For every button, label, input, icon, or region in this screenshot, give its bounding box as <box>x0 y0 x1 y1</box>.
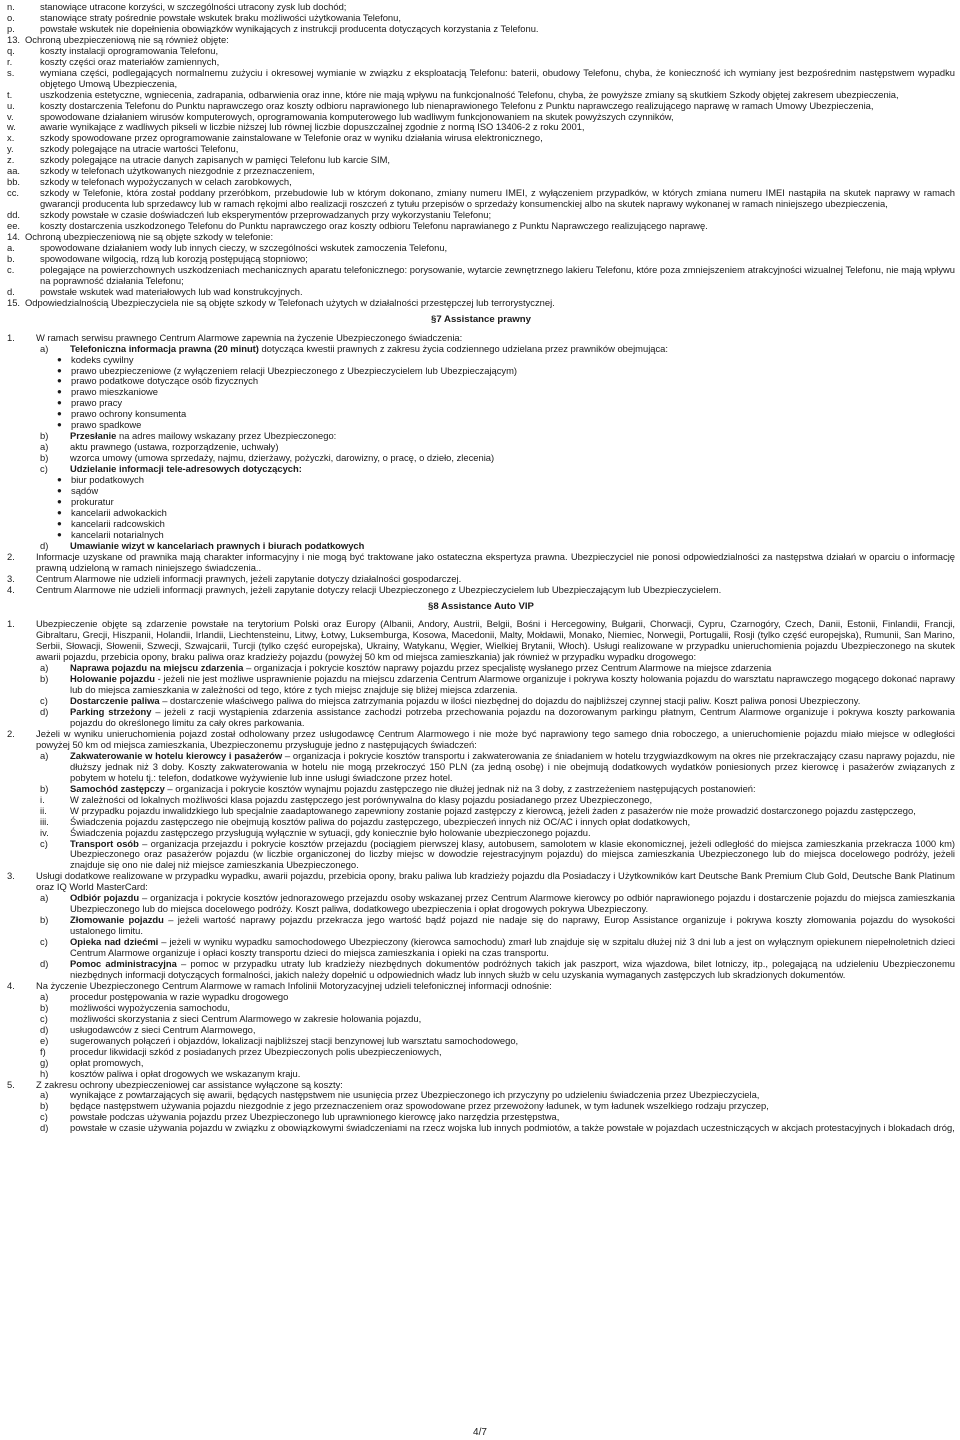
bullet-text: kancelarii notarialnych <box>71 528 164 540</box>
item-text: – pomoc w przypadku utraty lub kradzieży niezbędnych dokumentów podróżnych takich jak paszport, wiza wjazdowa, bilet lotniczy, itp., polegającą na udzieleniu Ubezpieczonemu niezbędnych informacji dotyczących formalności, jakich należy dopełnić u odpowiednich władz lub innych służb w celu uzyskania wymaganych zastępczych lub skradzionych dokumentów. <box>70 958 955 980</box>
item-text: W zależności od lokalnych możliwości klasa pojazdu zastępczego jest porównywalna do klasy pojazdu posiadanego przez Ubezpieczonego, <box>70 793 653 805</box>
item-marker: d) <box>40 1122 49 1134</box>
page-number: 4/7 <box>473 1427 487 1438</box>
item-text: szkody polegające na utracie danych zapisanych w pamięci Telefonu lub karcie SIM, <box>40 154 391 166</box>
item-text: – organizacja i pokrycie kosztów naprawy pojazdu przez specjalistę wysłanego przez Centrum Alarmowe na miejsce zdarzenia <box>243 662 772 674</box>
item-bold-lead: Złomowanie pojazdu <box>70 914 164 926</box>
bullet-dot-icon: ● <box>57 529 62 539</box>
item-text: powstałe podczas używania pojazdu przez Ubezpieczonego lub uprawnionego kierowcę jako narzędzia przestępstwa, <box>70 1111 560 1123</box>
item-marker: a) <box>40 662 49 674</box>
item-marker: ii. <box>40 804 47 816</box>
bullet-dot-icon: ● <box>57 475 62 485</box>
item-marker: b) <box>40 673 49 685</box>
item-text: polegające na powierzchownych uszkodzeniach mechanicznych aparatu telefonicznego: porysowanie, wytarcie zewnętrznego lakieru Telefonu, które poza zmniejszeniem atrakcyjności wizualnej Telefonu, nie mają wpływu na poprawność działania Telefonu; <box>40 263 955 286</box>
item-text: - jeżeli nie jest możliwe usprawnienie pojazdu na miejscu zdarzenia Centrum Alarmowe organizuje i pokrywa koszty holowania pojazdu do warsztatu naprawczego mogącego dokonać naprawy lub do miejsca zamieszkania w zależności od tego, które z tych miejsc znajduje się bliżej miejsca zdarzenia. <box>70 673 955 696</box>
bullet-dot-icon: ● <box>57 376 62 386</box>
sub-item <box>7 1123 955 1134</box>
item-marker: 2. <box>7 550 15 562</box>
item-marker: a) <box>40 342 49 354</box>
item-text: – jeżeli z racji wystąpienia zdarzenia assistance zachodzi potrzeba przechowania pojazdu na dozorowanym parkingu płatnym, Centrum Alarmowe organizuje i pokrywa koszty parkowania pojazdu do określonego limitu za cały okres parkowania. <box>70 706 956 729</box>
item-marker: 4. <box>7 583 15 595</box>
item-marker: 3. <box>7 572 15 584</box>
item-text: szkody w Telefonie, która został poddany przeróbkom, przebudowie lub w którym dokonano, zmiany numeru IMEI, z wyłączeniem przypadków, w których zmiana numeru IMEI nastąpiła na skutek naprawy w ramach gwarancji producenta lub sprzedawcy lub w ramach rękojmi albo realizacji roszczeń z tytułu przepisów o sprzedaży konsumenckiej albo na skutek naprawy wykonanej w ramach niniejszego ubezpieczenia, <box>40 187 955 210</box>
bullet-dot-icon: ● <box>57 409 62 419</box>
item-bold-lead: Dostarczenie paliwa <box>70 695 160 707</box>
item-text: powstałe wskutek nie dopełnienia obowiązków wynikających z instrukcji producenta dotyczących korzystania z Telefonu. <box>40 22 539 34</box>
item-marker: d. <box>7 285 15 297</box>
sub-item <box>7 915 955 937</box>
item-marker: 1. <box>7 618 15 630</box>
item-marker: 5. <box>7 1078 15 1090</box>
item-marker: g) <box>40 1056 49 1068</box>
sub-item <box>7 344 955 355</box>
item-marker: v. <box>7 110 14 122</box>
bullet-text: prokuratur <box>71 495 114 507</box>
item-text: szkody spowodowane przez oprogramowanie zainstalowane w Telefonie oraz w wyniku działania wirusa elektronicznego, <box>40 132 543 144</box>
item-marker: 13. <box>7 33 21 45</box>
item-marker: n. <box>7 1 15 12</box>
item-text: Z zakresu ochrony ubezpieczeniowej car assistance wyłączone są koszty: <box>36 1078 343 1090</box>
bullet-dot-icon: ● <box>57 507 62 517</box>
item-bold-lead: Samochód zastępczy <box>70 782 165 794</box>
item-marker: 3. <box>7 870 15 882</box>
item-marker: q. <box>7 44 15 56</box>
item-text: – organizacja i pokrycie kosztów transportu i zakwaterowania ze śniadaniem w hotelu trzygwiazdkowym na okres nie przekraczający czasu naprawy pojazdu, nie dłuższy jednak niż 3 doby. Koszty zakwaterowania w hotelu nie mogą przekroczyć 150 PLN (za jedną osobę) i nie obejmują dodatkowych wydatków poniesionych przez kierowcę i pasażerów związanych z pobytem w hotelu tj.: telefon, dodatkowe wyżywienie lub inne usługi świadczone przez hotel. <box>70 749 955 783</box>
item-text: – organizacja i pokrycie kosztów jednorazowego przejazdu osoby wskazanej przez Centrum Alarmowe kierowcy po odbiór naprawionego pojazdu i dostarczenie pojazdu do miejsca zamieszkania Ubezpieczonego lub do miejsca docelowego podróży. Koszt paliwa, dodatkowego ubezpieczenia i opłat drogowych pokrywa Ubezpieczony. <box>70 892 955 915</box>
item-text: koszty dostarczenia uszkodzonego Telefonu do Punktu naprawczego oraz koszty odbioru Telefonu naprawianego z Punktu Naprawczego realizującego naprawę. <box>40 220 708 232</box>
bullet-dot-icon: ● <box>57 420 62 430</box>
item-text: Świadczenia pojazdu zastępczego nie obejmują kosztów paliwa do pojazdu zastępczego, ubezpieczeń innych niż OC/AC i innych opłat dodatkowych, <box>70 815 691 827</box>
item-marker: d) <box>40 1023 49 1035</box>
item-text: spowodowane działaniem wirusów komputerowych, oprogramowania komputerowego lub wadliwym funkcjonowaniem na skutek powyższych czynników, <box>40 110 674 122</box>
item-text: – jeżeli w wyniku wypadku samochodowego Ubezpieczony (kierowca samochodu) zmarł lub znajduje się w szpitalu dłużej niż 3 dni lub a jest on wyłącznym opiekunem niepełnoletnich dzieci Centrum Alarmowe organizuje i opłaci koszty transportu dzieci do miejsca zamieszkania i opieki na czas transportu. <box>70 936 956 959</box>
item-text: Ochroną ubezpieczeniową nie są również objęte: <box>25 33 229 45</box>
numbered-paragraph <box>7 619 955 663</box>
item-text: W ramach serwisu prawnego Centrum Alarmowe zapewnia na życzenie Ubezpieczonego świadczenia: <box>36 331 463 343</box>
item-bold-lead: Telefoniczna informacja prawna (20 minut) <box>70 342 259 354</box>
item-text: usługodawców z sieci Centrum Alarmowego, <box>70 1023 256 1035</box>
list-item <box>7 90 955 101</box>
item-marker: w. <box>7 121 16 133</box>
item-marker: r. <box>7 55 13 67</box>
item-marker: ee. <box>7 220 21 232</box>
bullet-dot-icon: ● <box>57 518 62 528</box>
bullet-text: kancelarii radcowskich <box>71 517 165 529</box>
item-text: stanowiące utracone korzyści, w szczególności utracony zysk lub dochód; <box>40 1 347 12</box>
bullet-item <box>7 355 955 366</box>
item-marker: c) <box>40 936 48 948</box>
list-item <box>7 188 955 210</box>
numbered-paragraph <box>7 552 955 574</box>
item-marker: f) <box>40 1045 46 1057</box>
item-text: powstałe wskutek wad materiałowych lub wad konstrukcyjnych. <box>40 285 303 297</box>
sub-item <box>7 1058 955 1069</box>
item-text: Centrum Alarmowe nie udzieli informacji prawnych, jeżeli zapytanie dotyczy działalności gospodarczej. <box>36 572 462 584</box>
item-text: możliwości wypożyczenia samochodu, <box>70 1001 230 1013</box>
item-text: Jeżeli w wyniku unieruchomienia pojazd został odholowany przez usługodawcę Centrum Alarmowego i nie może być naprawiony tego samego dnia roboczego, a unieruchomienie pojazdu miało miejsce w odległości powyżej 50 km od miejsca zamieszkania, Ubezpieczonemu przysługuje jedno z następujących świadczeń: <box>36 728 955 750</box>
sub-item <box>7 937 955 959</box>
item-marker: d) <box>40 539 49 551</box>
item-bold-lead: Zakwaterowanie w hotelu kierowcy i pasażerów <box>70 749 283 761</box>
paragraph-7-body <box>7 333 955 596</box>
numbered-paragraph <box>7 871 955 893</box>
item-marker: z. <box>7 154 15 166</box>
item-text: Na życzenie Ubezpieczonego Centrum Alarmowe w ramach Infolinii Motoryzacyjnej udzieli telefonicznej informacji odnośnie: <box>36 979 552 991</box>
bullet-dot-icon: ● <box>57 387 62 397</box>
item-text: wzorca umowy (umowa sprzedaży, najmu, dzierżawy, pożyczki, darowizny, o pracę, o dzieło, zlecenia) <box>70 452 495 464</box>
item-text: Centrum Alarmowe nie udzieli informacji prawnych, jeżeli zapytanie dotyczy relacji Ubezpieczonego z Ubezpieczycielem lub Ubezpieczającym lub Ubezpieczycielem. <box>36 583 722 595</box>
bullet-text: prawo mieszkaniowe <box>71 386 159 398</box>
item-marker: b) <box>40 1100 49 1112</box>
item-text: – jeżeli wartość naprawy pojazdu przekracza jego wartość bądź pojazd nie nadaje się do naprawy, Europ Assistance organizuje i pokrywa koszty złomowania pojazdu do wysokości ustalonego limitu. <box>70 914 955 937</box>
list-item <box>7 265 955 287</box>
item-text: szkody powstałe w czasie doświadczeń lub eksperymentów przeprowadzanych przy wykorzystaniu Telefonu; <box>40 209 492 221</box>
item-marker: iii. <box>40 815 49 827</box>
bullet-text: kancelarii adwokackich <box>71 506 167 518</box>
item-marker: c) <box>40 837 48 849</box>
item-marker: 2. <box>7 728 15 739</box>
item-text: opłat promowych, <box>70 1056 144 1068</box>
bullet-dot-icon: ● <box>57 365 62 375</box>
item-text: spowodowane wilgocią, rdzą lub korozją postępującą stopniowo; <box>40 252 308 264</box>
item-text: na adres mailowy wskazany przez Ubezpieczonego: <box>116 430 337 442</box>
item-text: szkody w telefonach użytkowanych niezgodnie z przeznaczeniem, <box>40 165 315 177</box>
item-text: – organizacja przejazdu i pokrycie kosztów przejazdu (pociągiem pierwszej klasy, autobusem, samolotem w klasie ekonomicznej, jeżeli odległość do miejsca zamieszkania przekracza 1000 km) Ubezpieczonego oraz pasażerów pojazdu (w liczbie organiczonej do liczby miejsc w dowodzie rejestracyjnym pojazdu) do miejsca zamieszkania Ubezpieczonego lub do miejsca docelowego podróży, jeżeli znajduje się ono nie dalej niż miejsce zamieszkania Ubezpieczonego. <box>70 837 955 871</box>
item-text: aktu prawnego (ustawa, rozporządzenie, uchwały) <box>70 441 279 453</box>
item-marker: a. <box>7 241 15 253</box>
item-marker: bb. <box>7 176 21 188</box>
item-marker: a) <box>40 749 49 761</box>
item-marker: u. <box>7 99 15 111</box>
item-text: będące następstwem używania pojazdu niezgodnie z jego przeznaczeniem oraz spowodowane przez przewożony ładunek, w tym ładunek wszelkiego rodzaju przyczep, <box>70 1100 769 1112</box>
item-text: koszty instalacji oprogramowania Telefonu, <box>40 44 219 56</box>
item-text: W przypadku pojazdu inwalidzkiego lub specjalnie zaadaptowanego zapewniony zostanie pojazd zastępczy z kierowcą, jeżeli żaden z pasażerów nie może prowadzić dostarczonego pojazdu zastępczego, <box>70 804 916 816</box>
item-text: uszkodzenia estetyczne, wgniecenia, zadrapania, odbarwienia oraz inne, które nie mają wpływu na funkcjonalność Telefonu, chyba, że powyższe zmiany są skutkiem Szkody objętej zakresem ubezpieczenia, <box>40 88 899 100</box>
sub-item <box>7 893 955 915</box>
item-marker: d) <box>40 958 49 970</box>
item-bold-lead: Parking strzeżony <box>70 706 152 718</box>
item-marker: a) <box>40 441 49 453</box>
numbered-paragraph <box>7 574 955 585</box>
item-marker: x. <box>7 132 15 144</box>
item-text: sugerowanych połączeń i objazdów, lokalizacji najbliższej stacji benzynowej lub warsztatu samochodowego, <box>70 1034 519 1046</box>
sub-item <box>7 1047 955 1058</box>
item-text: procedur likwidacji szkód z posiadanych przez Ubezpieczonych polis ubezpieczeniowych, <box>70 1045 442 1057</box>
item-text: Ubezpieczenie objęte są zdarzenie powstałe na terytorium Polski oraz Europy (Albanii, Andory, Austrii, Belgii, Bośni i Hercegowiny, Bułgarii, Chorwacji, Cypru, Czarnogóry, Czech, Danii, Estonii, Finlandii, Francji, Gibraltaru, Grecji, Hiszpanii, Holandii, Irlandii, Liechtensteinu, Litwy, Łotwy, Luksemburga, Kosowa, Macedonii, Malty, Mołdawii, Monako, Niemiec, Norwegii, Portugalii, Rosji (tylko część europejska), Rumunii, San Marino, Serbii, Słowacji, Słowenii, Szwecji, Szwajcarii, Turcji (tylko część europejska), Ukrainy, Watykanu, Węgier, Wielkiej Brytanii, Włoch). Usługi realizowane w przypadku unieruchomienia pojazdu Ubezpieczonego na skutek awarii pojazdu, przebicia opony, braku paliwa oraz kradzieży pojazdu (powyżej 50 km od miejsca zamieszkania) jak również w przypadku wypadku drogowego: <box>36 618 955 663</box>
item-marker: y. <box>7 143 14 155</box>
item-marker: c) <box>40 1111 48 1123</box>
item-text: szkody polegające na utracie wartości Telefonu, <box>40 143 239 155</box>
item-marker: iv. <box>40 826 49 838</box>
item-text: możliwości skorzystania z sieci Centrum Alarmowego w zakresie holowania pojazdu, <box>70 1012 422 1024</box>
item-text: koszty części oraz materiałów zamiennych, <box>40 55 220 67</box>
item-marker: b. <box>7 252 15 264</box>
item-marker: a) <box>40 892 49 904</box>
item-text: procedur postępowania w razie wypadku drogowego <box>70 990 289 1002</box>
item-marker: 14. <box>7 231 21 243</box>
item-marker: c) <box>40 695 48 707</box>
item-text: – dostarczenie właściwego paliwa do miejsca zatrzymania pojazdu w ilości niezbędnej do dojazdu do najbliższej czynnej stacji paliw. Koszt paliwa ponosi Ubezpieczony. <box>159 695 861 707</box>
item-marker: b) <box>40 914 49 926</box>
section-heading <box>7 298 955 309</box>
item-marker: e) <box>40 1034 49 1046</box>
heading-paragraph-8: §8 Assistance Auto VIP <box>428 600 534 612</box>
item-marker: cc. <box>7 187 19 199</box>
item-marker: h) <box>40 1067 49 1079</box>
item-marker: i. <box>40 793 45 805</box>
bullet-item <box>7 387 955 398</box>
bullet-text: sądów <box>71 484 99 496</box>
item-marker: c) <box>40 463 48 475</box>
bullet-dot-icon: ● <box>57 354 62 364</box>
list-section-13-items <box>7 46 955 232</box>
bullet-text: biur podatkowych <box>71 474 144 486</box>
item-marker: c) <box>40 1012 48 1024</box>
item-text: wymiana części, podlegających normalnemu zużyciu i okresowej wymianie w związku z eksploatacją Telefonu: baterii, obudowy Telefonu, chyba, że konieczność ich wymiany jest bezpośrednim następstwem wypadku objętego Umową Ubezpieczenia, <box>40 66 955 89</box>
item-marker: c. <box>7 263 15 275</box>
list-top-items <box>7 2 955 35</box>
bullet-text: prawo ochrony konsumenta <box>71 408 187 420</box>
item-text: Usługi dodatkowe realizowane w przypadku wypadku, awarii pojazdu, przebicia opony, braku paliwa lub kradzieży pojazdu dla Posiadaczy i Użytkowników kart Deutsche Bank Premium Club Gold, Deutsche Bank Platinum oraz IQ World MasterCard: <box>36 870 955 893</box>
bullet-dot-icon: ● <box>57 496 62 506</box>
item-bold-lead: Pomoc administracyjna <box>70 958 177 970</box>
item-marker: aa. <box>7 165 21 177</box>
item-marker: b) <box>40 782 49 794</box>
roman-sub-item <box>7 806 955 817</box>
item-text: Ochroną ubezpieczeniową nie są objęte szkody w telefonie: <box>25 231 274 243</box>
sub-item <box>7 707 955 729</box>
sub-item <box>7 839 955 872</box>
item-marker: 1. <box>7 331 15 343</box>
roman-sub-item <box>7 817 955 828</box>
item-text: powstałe w czasie używania pojazdu w związku z obowiązkowymi świadczeniami na rzecz wojska lub innych podmiotów, a także powstałe w pojazdach uczestniczących w akcjach protestacyjnych i blokadach dróg, <box>70 1122 955 1134</box>
item-marker: t. <box>7 88 13 100</box>
item-text: Odpowiedzialnością Ubezpieczyciela nie są objęte szkody w Telefonach użytych w działalności przestępczej lub terrorystycznej. <box>25 296 555 308</box>
item-text: awarie wynikające z wadliwych pikseli w liczbie niższej lub równej liczbie dopuszczalnej zgodnie z normą ISO 13406-2 z roku 2001, <box>40 121 585 133</box>
item-text: spowodowane działaniem wody lub innych cieczy, w szczególności wskutek zamoczenia Telefonu, <box>40 241 448 253</box>
list-item <box>7 101 955 112</box>
bullet-item <box>7 486 955 497</box>
item-bold-lead: Holowanie pojazdu <box>70 673 155 685</box>
item-marker: 4. <box>7 979 15 991</box>
bullet-item <box>7 409 955 420</box>
item-text: koszty dostarczenia Telefonu do Punktu naprawczego oraz koszty odbioru naprawionego lub nienaprawionego Telefonu z Punktu naprawczego realizującego naprawę w ramach Umowy Ubezpieczenia, <box>40 99 874 111</box>
bullet-text: prawo podatkowe dotyczące osób fizycznych <box>71 375 259 387</box>
item-text: – organizacja i pokrycie kosztów wynajmu pojazdu zastępczego nie dłużej jednak niż na 3 doby, z zastrzeżeniem następujących postanowień: <box>164 782 756 794</box>
item-bold-lead: Odbiór pojazdu <box>70 892 140 904</box>
list-item <box>7 68 955 90</box>
sub-item <box>7 1069 955 1080</box>
sub-item <box>7 1036 955 1047</box>
item-marker: a) <box>40 990 49 1002</box>
item-marker: s. <box>7 66 15 78</box>
sub-item <box>7 464 955 475</box>
bullet-dot-icon: ● <box>57 398 62 408</box>
list-section-14-items <box>7 243 955 298</box>
sub-item <box>7 751 955 784</box>
item-bold-lead: Umawianie wizyt w kancelariach prawnych i biurach podatkowych <box>70 539 365 551</box>
item-bold-lead: Opieka nad dziećmi <box>70 936 159 948</box>
bullet-text: prawo pracy <box>71 397 123 409</box>
numbered-paragraph <box>7 585 955 596</box>
item-marker: dd. <box>7 209 21 221</box>
bullet-text: prawo ubezpieczeniowe (z wyłączeniem relacji Ubezpieczonego z Ubezpieczycielem lub Ubezpieczającym) <box>71 364 518 376</box>
bullet-dot-icon: ● <box>57 485 62 495</box>
item-bold-lead: Naprawa pojazdu na miejscu zdarzenia <box>70 662 244 674</box>
section-15 <box>7 298 955 309</box>
item-marker: b) <box>40 452 49 464</box>
item-marker: 15. <box>7 296 21 308</box>
heading-paragraph-7: §7 Assistance prawny <box>431 313 531 325</box>
item-text: wynikające z powtarzających się awarii, będących następstwem nie usunięcia przez Ubezpieczonego ich przyczyny po udzieleniu świadczenia przez Ubezpieczyciela, <box>70 1089 760 1101</box>
numbered-paragraph <box>7 729 955 751</box>
sub-item <box>7 674 955 696</box>
item-marker: o. <box>7 11 15 23</box>
item-marker: d) <box>40 706 49 718</box>
bullet-item <box>7 475 955 486</box>
item-marker: a) <box>40 1089 49 1101</box>
bullet-text: kodeks cywilny <box>71 353 134 365</box>
item-marker: b) <box>40 1001 49 1013</box>
item-bold-lead: Udzielanie informacji tele-adresowych dotyczących: <box>70 463 302 475</box>
item-text: stanowiące straty pośrednie powstałe wskutek braku możliwości użytkowania Telefonu, <box>40 11 401 23</box>
bullet-text: prawo spadkowe <box>71 419 142 431</box>
item-text: dotycząca kwestii prawnych z zakresu życia codziennego udzielana przez prawników obejmująca: <box>258 342 668 354</box>
item-bold-lead: Przesłanie <box>70 430 117 442</box>
item-bold-lead: Transport osób <box>70 837 139 849</box>
item-text: kosztów paliwa i opłat drogowych we wskazanym kraju. <box>70 1067 301 1079</box>
document-page <box>7 2 955 1134</box>
sub-item <box>7 959 955 981</box>
item-text: Informacje uzyskane od prawnika mają charakter informacyjny i nie mogą być traktowane jako ostateczna ekspertyza prawna. Ubezpieczyciel nie ponosi odpowiedzialności za następstwa działań w oparciu o informację prawną udzieloną w ramach niniejszego świadczenia.. <box>36 550 955 573</box>
paragraph-8-body <box>7 619 955 1134</box>
item-text: szkody w telefonach wypożyczanych w celach zarobkowych, <box>40 176 292 188</box>
item-text: Świadczenia pojazdu zastępczego przysługują wyłącznie w sytuacji, gdy koniecznie było holowanie ubezpieczonego pojazdu. <box>70 826 591 838</box>
item-marker: b) <box>40 430 49 442</box>
item-marker: p. <box>7 22 15 34</box>
